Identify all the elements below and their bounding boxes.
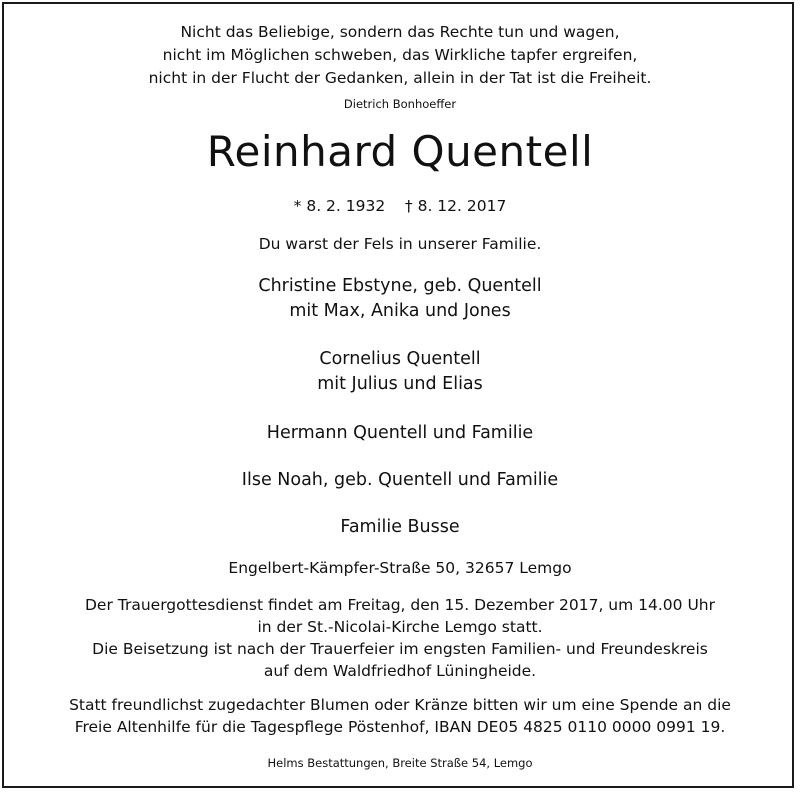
mourner-2-line-1: Cornelius Quentell	[319, 349, 481, 369]
service-line-1: Der Trauergottesdienst findet am Freitag, den 15. Dezember 2017, um 14.00 Uhr	[85, 596, 715, 614]
family-address: Engelbert-Kämpfer-Straße 50, 32657 Lemgo	[228, 559, 572, 577]
donation-line-1: Statt freundlichst zugedachter Blumen oder Kränze bitten wir um eine Spende an die	[69, 696, 731, 714]
mourner-1-line-2: mit Max, Anika und Jones	[289, 301, 511, 321]
quote-line-2: nicht im Möglichen schweben, das Wirkliche tapfer ergreifen,	[162, 46, 638, 64]
mourner-1-line-1: Christine Ebstyne, geb. Quentell	[258, 276, 542, 296]
donation-line-2: Freie Altenhilfe für die Tagespflege Pöstenhof, IBAN DE05 4825 0110 0000 0991 19.	[74, 718, 726, 736]
service-line-3: Die Beisetzung ist nach der Trauerfeier im engsten Familien- und Freundeskreis	[92, 640, 708, 658]
mourner-5: Familie Busse	[340, 517, 460, 537]
service-line-2: in der St.-Nicolai-Kirche Lemgo statt.	[257, 618, 543, 636]
deceased-name: Reinhard Quentell	[206, 127, 594, 176]
quote-author: Dietrich Bonhoeffer	[343, 97, 457, 111]
mourner-3: Hermann Quentell und Familie	[266, 423, 534, 443]
service-line-4: auf dem Waldfriedhof Lüningheide.	[263, 662, 537, 680]
quote-line-1: Nicht das Beliebige, sondern das Rechte tun und wagen,	[180, 23, 620, 41]
quote-line-3: nicht in der Flucht der Gedanken, allein in der Tat ist die Freiheit.	[148, 69, 652, 87]
mourner-4: Ilse Noah, geb. Quentell und Familie	[241, 470, 559, 490]
mourner-2-line-2: mit Julius und Elias	[317, 374, 483, 394]
life-dates: * 8. 2. 1932 † 8. 12. 2017	[293, 197, 507, 215]
undertaker: Helms Bestattungen, Breite Straße 54, Lemgo	[267, 756, 533, 770]
dedication: Du warst der Fels in unserer Familie.	[258, 235, 542, 253]
